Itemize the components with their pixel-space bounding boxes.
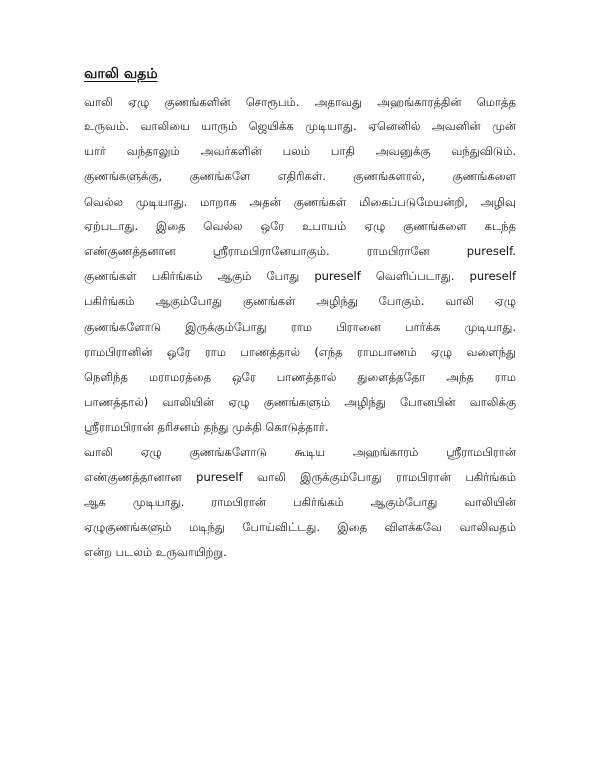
paragraph-line: பாணத்தால்) வாலியின் ஏழு குணங்களும் அழிந்து போனபின் வாலிக்கு	[84, 395, 516, 409]
paragraph-line: ராமபிரானின் ஒரே ராம பாணத்தால் (எந்த ராமபாணம் ஏழு வளைந்து	[84, 345, 516, 359]
paragraph-line: நெளிந்த மராமரத்தை ஒரே பாணத்தால் துளைத்ததோ அந்த ராம	[84, 370, 516, 384]
paragraph-line: எண்குணத்தனான ஸ்ரீராமபிரானேயாகும். ராமபிரானே pureself.	[84, 244, 516, 258]
paragraph-line: ஸ்ரீராமபிரான் தரிசனம் தந்து முக்தி கொடுத்தார்.	[84, 420, 329, 434]
paragraph-line: உருவம். வாலியை யாரும் ஜெயிக்க முடியாது. ஏனெனில் அவனின் முன்	[84, 119, 516, 133]
paragraph-line: வாலி ஏழு குணங்களின் சொரூபம். அதாவது அஹங்காரத்தின் மொத்த	[84, 95, 516, 109]
paragraph-line: என்ற படலம் உருவாயிற்று.	[84, 545, 227, 559]
paragraph-line: ஆக முடியாது. ராமபிரான் பகிர்ங்கம் ஆகும்போது வாலியின்	[84, 495, 516, 509]
paragraph-line: பகிர்ங்கம் ஆகும்போது குணங்கள் அழிந்து போகும். வாலி ஏழு	[84, 294, 516, 308]
paragraph-line: ஏழுகுணங்களும் மடிந்து போய்விட்டது. இதை விளக்கவே வாலிவதம்	[84, 520, 516, 534]
paragraph-line: ஏற்படாது. இதை வெல்ல ஒரே உபாயம் ஏழு குணங்களை கடந்த	[84, 219, 516, 233]
document-title: வாலி வதம்	[84, 66, 158, 82]
paragraph-line: எண்குணத்தானான pureself வாலி இருக்கும்போது ராமபிரான் பகிர்ங்கம்	[84, 470, 516, 484]
paragraph-line: வெல்ல முடியாது. மாறாக அதன் குணங்கள் மிகைப்படுமேயன்றி, அழிவு	[84, 195, 516, 209]
paragraph-line: யார் வந்தாலும் அவர்களின் பலம் பாதி அவனுக்கு வந்துவிடும்.	[84, 144, 516, 158]
paragraph-line: குணங்களுக்கு, குணங்களே எதிரிகள். குணங்களால், குணங்களை	[84, 169, 516, 183]
paragraph-line: குணங்கள் பகிர்ங்கம் ஆகும் போது pureself வெளிப்படாது. pureself	[84, 269, 516, 283]
paragraph-line: வாலி ஏழு குணங்களோடு கூடிய அஹங்காரம் ஸ்ரீராமபிரான்	[84, 445, 516, 459]
paragraph-line: குணங்களோடு இருக்கும்போது ராம பிரானை பார்க்க முடியாது.	[84, 320, 516, 334]
